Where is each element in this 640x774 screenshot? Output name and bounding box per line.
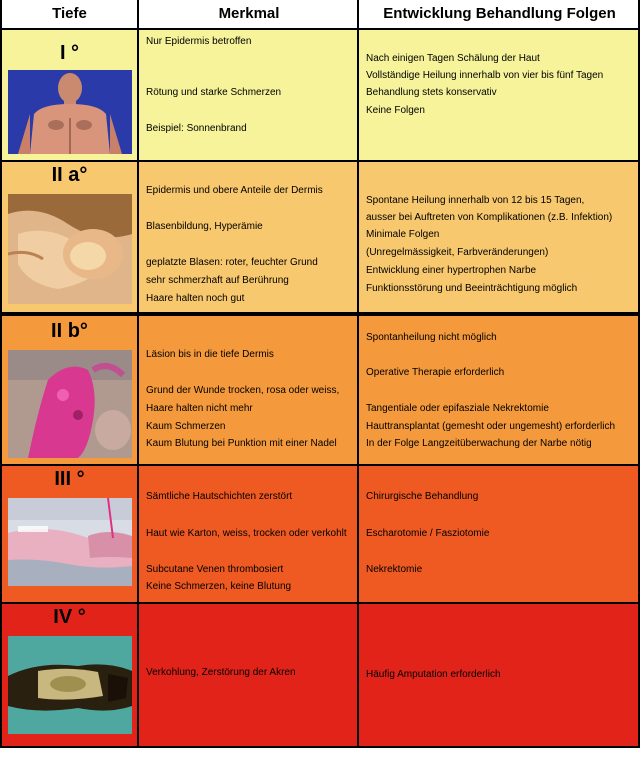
folgen-line: (Unregelmässigkeit, Farbveränderungen) [366, 247, 549, 258]
row-degree-3 [0, 466, 640, 604]
degree-label: I ° [59, 42, 80, 64]
row-degree-2b [0, 316, 640, 466]
merkmal-line: Epidermis und obere Anteile der Dermis [146, 185, 323, 196]
folgen-line: Funktionsstörung und Beeinträchtigung möglich [366, 283, 578, 294]
folgen-line: Nach einigen Tagen Schälung der Haut [366, 53, 540, 64]
folgen-line: Spontanheilung nicht möglich [366, 332, 497, 343]
merkmal-line: Beispiel: Sonnenbrand [146, 123, 247, 134]
merkmal-line: Grund der Wunde trocken, rosa oder weiss, [146, 385, 340, 396]
merkmal-line: Haare halten noch gut [146, 293, 245, 304]
folgen-line: Nekrektomie [366, 564, 423, 575]
header-folgen: Entwicklung Behandlung Folgen [383, 5, 616, 22]
folgen-line: Operative Therapie erforderlich [366, 367, 505, 378]
degree-label: IV ° [53, 606, 86, 628]
merkmal-line: Rötung und starke Schmerzen [146, 87, 282, 98]
degree-label: II b° [51, 320, 88, 342]
pink-burn-hand-photo [8, 350, 132, 458]
merkmal-line: Blasenbildung, Hyperämie [146, 221, 263, 232]
bandaged-arm-photo [8, 498, 132, 586]
folgen-line: Spontane Heilung innerhalb von 12 bis 15 Tagen, [366, 195, 585, 206]
degree-label: III ° [54, 468, 85, 490]
folgen-line: Minimale Folgen [366, 229, 440, 240]
merkmal-line: geplatzte Blasen: roter, feuchter Grund [146, 257, 318, 268]
merkmal-line: Nur Epidermis betroffen [146, 36, 252, 47]
folgen-line: Hauttransplantat (gemesht oder ungemesht) erforderlich [366, 421, 616, 432]
charred-limb-photo [8, 636, 132, 734]
row-degree-1 [0, 30, 640, 162]
merkmal-line: Keine Schmerzen, keine Blutung [146, 581, 292, 592]
folgen-line: Chirurgische Behandlung [366, 491, 479, 502]
folgen-line: Keine Folgen [366, 105, 425, 116]
folgen-line: Häufig Amputation erforderlich [366, 669, 501, 680]
blistered-hand-photo [8, 194, 132, 304]
row-degree-4 [0, 604, 640, 748]
torso-sunburn-photo [8, 70, 132, 154]
folgen-line: In der Folge Langzeitüberwachung der Narbe nötig [366, 438, 592, 449]
merkmal-line: Kaum Blutung bei Punktion mit einer Nadel [146, 438, 337, 449]
table-header [0, 0, 640, 30]
merkmal-line: sehr schmerzhaft auf Berührung [146, 275, 289, 286]
column-divider [357, 0, 359, 748]
merkmal-line: Haut wie Karton, weiss, trocken oder verkohlt [146, 528, 347, 539]
folgen-line: Escharotomie / Fasziotomie [366, 528, 490, 539]
header-merkmal: Merkmal [218, 5, 280, 22]
folgen-line: Behandlung stets konservativ [366, 87, 497, 98]
merkmal-line: Verkohlung, Zerstörung der Akren [146, 667, 296, 678]
merkmal-line: Läsion bis in die tiefe Dermis [146, 349, 274, 360]
header-tiefe: Tiefe [52, 5, 87, 22]
folgen-line: Vollständige Heilung innerhalb von vier bis fünf Tagen [366, 70, 604, 81]
folgen-line: Tangentiale oder epifasziale Nekrektomie [366, 403, 549, 414]
row-degree-2a [0, 162, 640, 316]
folgen-line: Entwicklung einer hypertrophen Narbe [366, 265, 537, 276]
merkmal-line: Haare halten nicht mehr [146, 403, 253, 414]
merkmal-line: Subcutane Venen thrombosiert [146, 564, 284, 575]
merkmal-line: Kaum Schmerzen [146, 421, 226, 432]
column-divider [137, 0, 139, 748]
merkmal-line: Sämtliche Hautschichten zerstört [146, 491, 293, 502]
folgen-line: ausser bei Auftreten von Komplikationen (z.B. Infektion) [366, 212, 613, 223]
degree-label: II a° [51, 164, 88, 186]
